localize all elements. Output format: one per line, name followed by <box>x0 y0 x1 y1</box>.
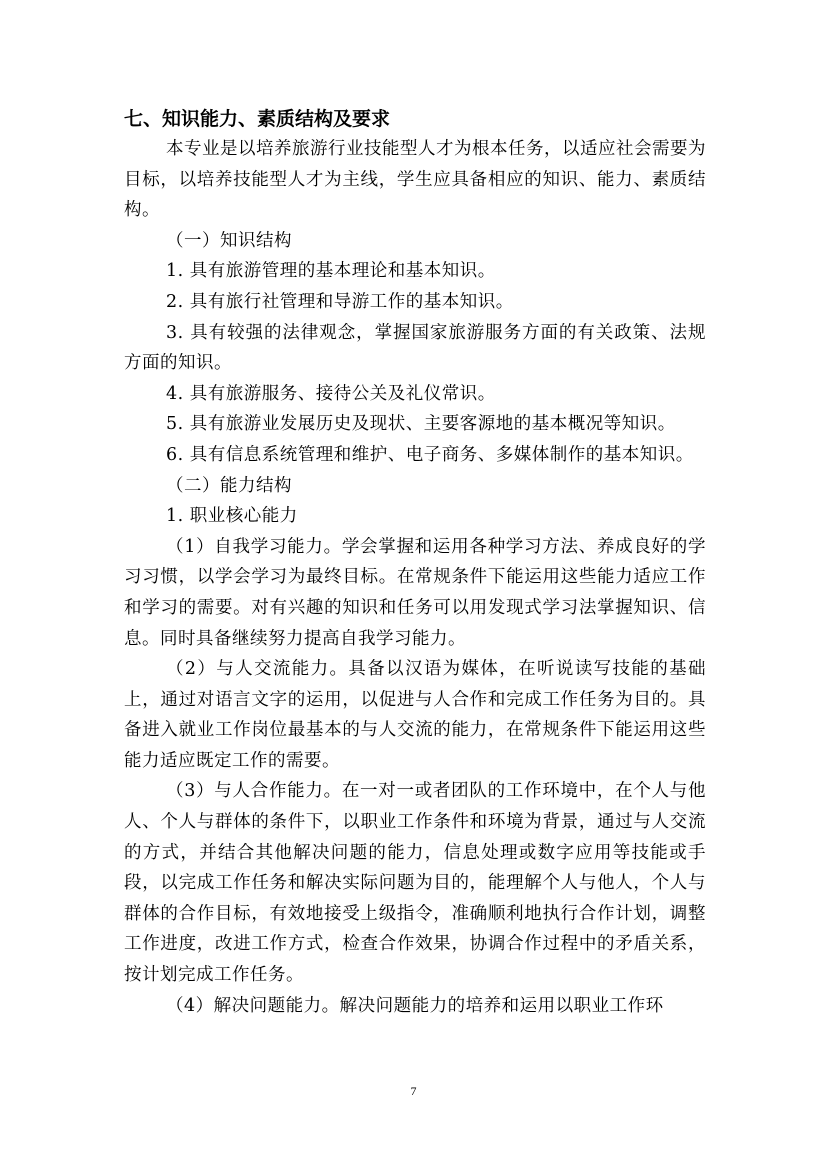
knowledge-item-5: 5. 具有旅游业发展历史及现状、主要客源地的基本概况等知识。 <box>166 414 676 435</box>
knowledge-heading: （一）知识结构 <box>166 230 292 251</box>
page-number: 7 <box>410 1084 417 1098</box>
knowledge-item-2: 2. 具有旅行社管理和导游工作的基本知识。 <box>166 291 514 312</box>
ability-item-2: （2）与人交流能力。具备以汉语为媒体，在听说读写技能的基础上，通过对语言文字的运用，以促进与人合作和完成工作任务为目的。具备进入就业工作岗位最基本的与人交流的能力，在常规条件下能运用这些能力适应既定工作的需要。 <box>124 659 706 771</box>
ability-item-1: （1）自我学习能力。学会掌握和运用各种学习方法、养成良好的学习习惯，以学会学习为最终目标。在常规条件下能运用这些能力适应工作和学习的需要。对有兴趣的知识和任务可以用发现式学习法掌握知识、信息。同时具备继续努力提高自我学习能力。 <box>124 536 706 649</box>
intro-paragraph: 本专业是以培养旅游行业技能型人才为根本任务，以适应社会需要为目标，以培养技能型人才为主线，学生应具备相应的知识、能力、素质结构。 <box>124 139 706 221</box>
ability-sub-heading: 1. 职业核心能力 <box>166 506 298 527</box>
knowledge-item-6: 6. 具有信息系统管理和维护、电子商务、多媒体制作的基本知识。 <box>166 444 694 465</box>
knowledge-item-1: 1. 具有旅游管理的基本理论和基本知识。 <box>166 261 496 282</box>
document-body <box>124 104 706 1021</box>
section-title: 七、知识能力、素质结构及要求 <box>124 108 391 130</box>
ability-item-3: （3）与人合作能力。在一对一或者团队的工作环境中，在个人与他人、个人与群体的条件下，以职业工作条件和环境为背景，通过与人交流的方式，并结合其他解决问题的能力，信息处理或数字应用等技能或手段，以完成工作任务和解决实际问题为目的，能理解个人与他人，个人与群体的合作目标，有效地接受上级指令，准确顺利地执行合作计划，调整工作进度，改进工作方式，检查合作效果，协调合作过程中的矛盾关系，按计划完成工作任务。 <box>124 781 706 986</box>
knowledge-item-4: 4. 具有旅游服务、接待公关及礼仪常识。 <box>166 383 496 404</box>
ability-item-4: （4）解决问题能力。解决问题能力的培养和运用以职业工作环 <box>166 995 664 1016</box>
knowledge-item-3: 3. 具有较强的法律观念，掌握国家旅游服务方面的有关政策、法规方面的知识。 <box>124 322 706 374</box>
ability-heading: （二）能力结构 <box>166 475 292 496</box>
